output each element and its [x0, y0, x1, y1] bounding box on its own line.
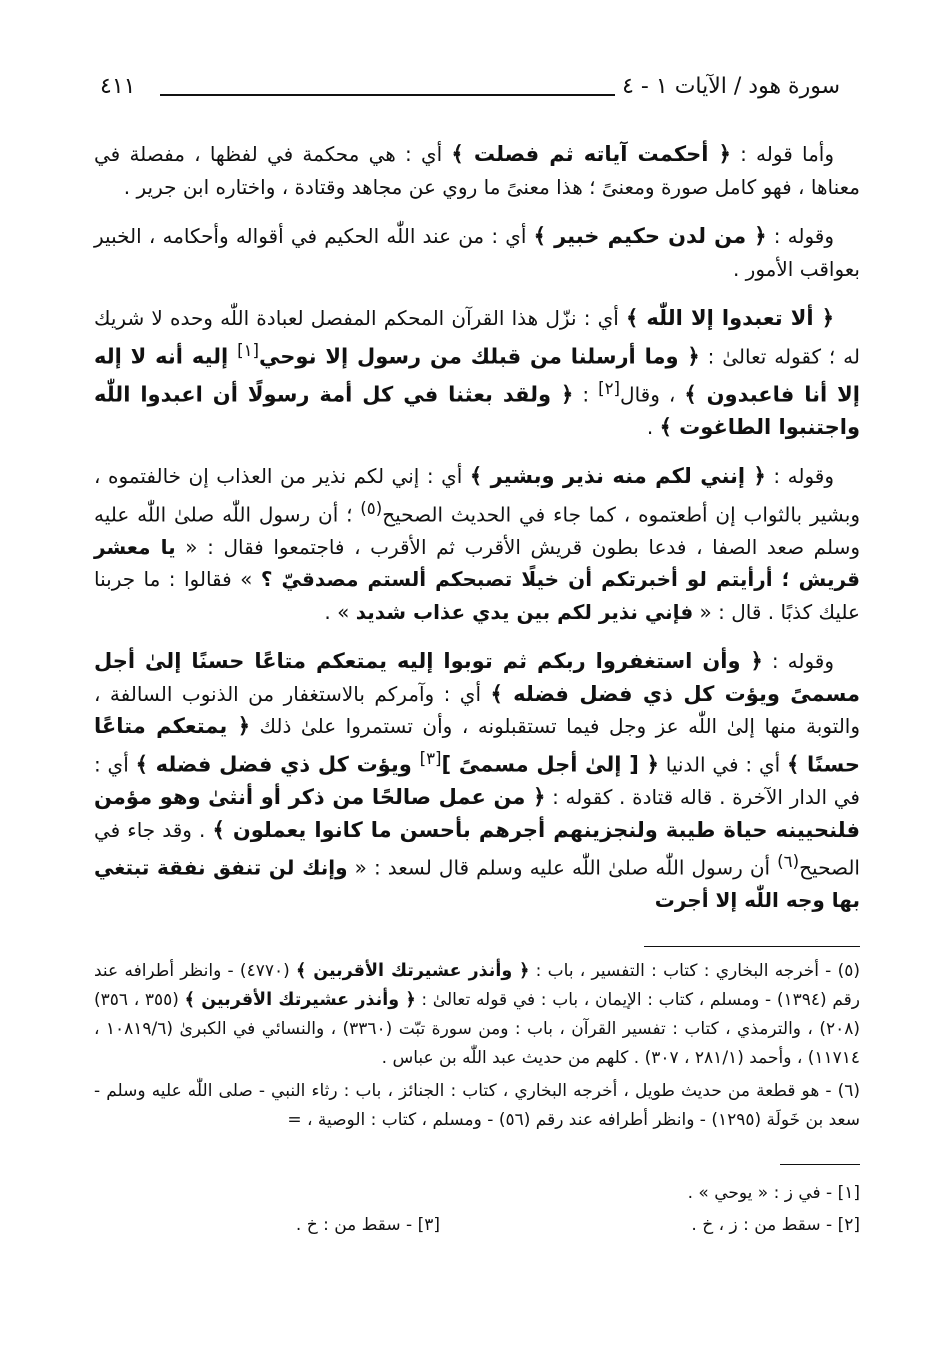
text-run: وأما قوله : [730, 142, 834, 166]
paragraph [94, 302, 860, 443]
text-run: . وقد جاء في الصحيح [94, 817, 860, 880]
text-run: أي : هي محكمة في لفظها ، مفصلة في معناها ، فهو كامل صورة ومعنىً ؛ هذا معنىً ما روي عن مجاهد وقتادة ، واختاره ابن جرير . [94, 142, 860, 199]
footnote-ref: [١] [237, 340, 260, 360]
text-run: : [573, 382, 599, 407]
quran-verse: إليه أنه لا إله إلا أنا فاعبدون ﴾ [94, 344, 861, 407]
text-run: أي : في الدنيا [658, 752, 787, 777]
footnote-ref: [٣] [419, 748, 442, 768]
footnotes [94, 946, 860, 1139]
quran-verse: ﴿ يمتعكم متاعًا حسنًا ﴾ [94, 714, 861, 777]
page-number: ٤١١ [100, 74, 136, 99]
hadith-quote: وإنك لن تنفق نفقة تبتغي بها وجه اللّٰه إلا أجرت [94, 855, 860, 913]
quran-verse: ﴿ ولقد بعثنا في كل أمة رسولًا أن اعبدوا اللّٰه واجتنبوا الطاغوت ﴾ [94, 382, 860, 439]
text-run: (٥) - أخرجه البخاري : كتاب : التفسير ، باب : [529, 961, 860, 981]
text-run: وقوله : [766, 224, 835, 248]
footnote-rule [644, 946, 860, 947]
text-run: وقوله : [762, 649, 834, 674]
note-row [94, 1183, 860, 1215]
footnote-ref: [٢] [598, 378, 621, 398]
text-run: (٤٧٧٠) - وانظر أطرافه عند رقم (١٣٩٤) - ومسلم ، كتاب : الإيمان ، باب : في قوله تعالىٰ : [94, 961, 860, 1010]
running-header [100, 74, 840, 114]
quran-verse: ﴿ ألا تعبدوا إلا اللّٰه ﴾ [626, 306, 835, 330]
text-run: . [646, 414, 660, 439]
quran-verse: ﴿ من لدن حكيم خبير ﴾ [533, 224, 767, 248]
text-run: أي : من عند اللّٰه الحكيم في أقواله وأحكامه ، الخبير بعواقب الأمور . [94, 224, 860, 281]
text-run: ؛ أن رسول اللّٰه صلىٰ اللّٰه عليه وسلم صعد الصفا ، فدعا بطون قريش الأقرب ثم الأقرب ، فاجتمعوا فقال : « [94, 502, 860, 559]
header-title: سورة هود / الآيات ١ - ٤ [622, 74, 840, 99]
text-run: (٦) - هو قطعة من حديث طويل ، أخرجه البخاري ، كتاب : الجنائز ، باب : رثاء النبي - صلى اللّٰه عليه وسلم - سعد بن خَولَة (١٢٩٥) - وانظر أطرافه عند رقم (٥٦) - ومسلم ، كتاب : الوصية ، = [94, 1081, 860, 1130]
paragraph [94, 645, 860, 916]
quran-verse: ﴿ وأن استغفروا ربكم ثم توبوا إليه يمتعكم متاعًا حسنًا إلىٰ أجل مسمىً ويؤت كل ذي فضل فضله ﴾ [94, 649, 860, 706]
text-run: (٣٥٥ ، ٣٥٦) (٢٠٨) ، والترمذي ، كتاب : تفسير القرآن ، باب : ومن سورة تبّت (٣٣٦٠) ، والنسائي في الكبرىٰ (١٠٨١٩/٦ ، ١١٧١٤) ، وأحمد (٢٨١/١ ، ٣٠٧) . كلهم من حديث عبد اللّٰه بن عباس . [94, 990, 861, 1068]
quran-verse: ﴿ من عمل صالحًا من ذكر أو أنثىٰ وهو مؤمن فلنحيينه حياة طيبة ولنجزينهم أجرهم بأحسن ما كانوا يعملون ﴾ [94, 785, 860, 842]
note-3: [٣] - سقط من : خ . [295, 1215, 440, 1235]
header-rule [160, 94, 615, 96]
notes-rule [780, 1164, 860, 1165]
text-run: أي : نزّل هذا القرآن المحكم المفصل لعبادة اللّٰه وحده لا شريك له ؛ كقوله تعالىٰ : [94, 306, 860, 369]
quran-verse: ﴿ إنني لكم منه نذير وبشير ﴾ [469, 464, 766, 489]
quran-verse: ﴿ وأنذر عشيرتك الأقربين ﴾ [296, 961, 530, 981]
quran-verse: ﴿ [ إلىٰ أجل مسمىً ] [441, 752, 659, 777]
quran-verse: ﴿ أحكمت آياته ثم فصلت ﴾ [451, 142, 731, 166]
text-run: ، وقال [620, 382, 685, 407]
note-2: [٢] - سقط من : ز ، خ . [691, 1215, 860, 1235]
paragraph [94, 460, 860, 628]
hadith-quote: يا معشر قريش ؛ أرأيتم لو أخبرتكم أن خيلًا تصبحكم ألستم مصدقيّ ؟ [94, 534, 860, 592]
text-run: أن رسول اللّٰه صلىٰ اللّٰه عليه وسلم قال لسعد : « [347, 855, 778, 880]
footnote [94, 1077, 860, 1135]
footnote [94, 957, 860, 1073]
text-run: أي : في الدار الآخرة . قاله قتادة . كقوله : [94, 752, 860, 810]
paragraph [94, 220, 860, 285]
note-1: [١] - في ز : « يوحي » . [687, 1183, 860, 1203]
quran-verse: ﴿ وأنذر عشيرتك الأقربين ﴾ [184, 990, 416, 1010]
text-run: وقوله : [765, 464, 834, 489]
text-run: أي : إني لكم نذير من العذاب إن خالفتموه ، وبشير بالثواب إن أطعتموه ، كما جاء في الحديث الصحيح [94, 464, 860, 527]
footnote-ref: (٦) [777, 852, 800, 872]
quran-verse: ويؤت كل ذي فضل فضله ﴾ [135, 752, 420, 777]
text-run: » فقالوا : ما جربنا عليك كذبًا . قال : « [94, 567, 860, 624]
quran-verse: ﴿ وما أرسلنا من قبلك من رسول إلا نوحي [259, 344, 700, 369]
note-row [94, 1215, 860, 1247]
footnote-ref: (٥) [360, 498, 383, 518]
text-run: أي : وآمركم بالاستغفار من الذنوب السالفة ، والتوبة منها إلىٰ اللّٰه عز وجل فيما تستقبلونه ، وأن تستمروا علىٰ ذلك [94, 681, 861, 739]
editor-notes [94, 1164, 860, 1247]
text-run: » . [324, 599, 356, 624]
paragraph [94, 138, 860, 203]
main-text [94, 138, 860, 931]
hadith-quote: فإني نذير لكم بين يدي عذاب شديد [355, 599, 694, 624]
